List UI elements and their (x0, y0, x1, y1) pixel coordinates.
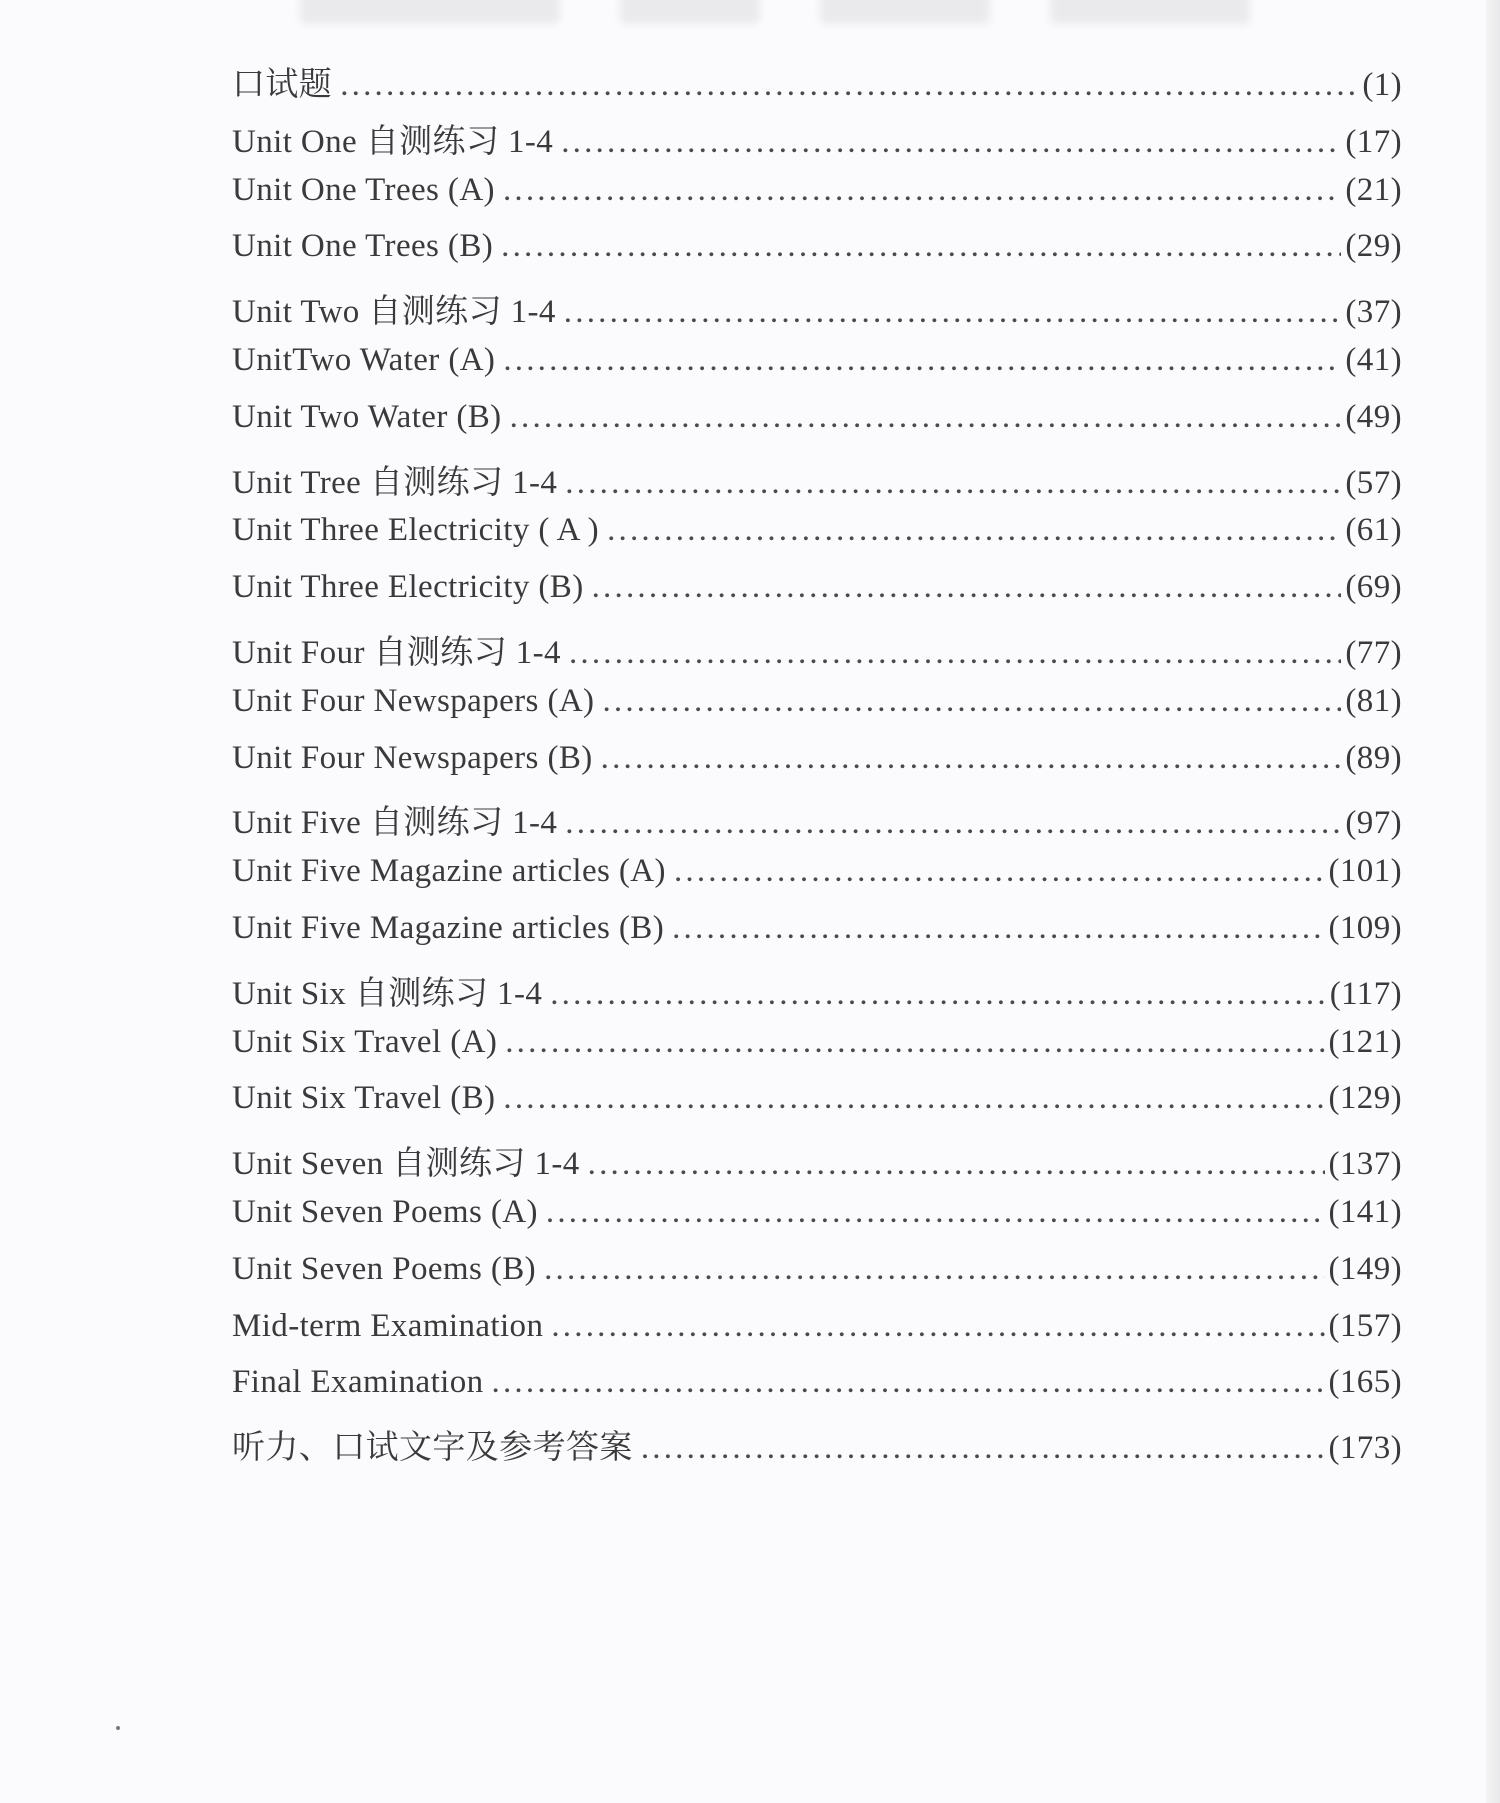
toc-entry-page: (141) (1328, 1193, 1402, 1230)
toc-entry[interactable] (232, 853, 1402, 910)
dot-leader (503, 1080, 1324, 1117)
toc-entry[interactable] (232, 342, 1402, 399)
toc-entry-title: Unit Three Electricity ( A ) (232, 512, 600, 549)
toc-entry[interactable] (232, 456, 1402, 513)
toc-entry-title: 口试题 (232, 67, 333, 103)
toc-entry-page: (1) (1362, 67, 1402, 103)
toc-entry[interactable] (232, 569, 1402, 626)
toc-entry-page: (109) (1328, 909, 1402, 946)
toc-entry-page: (77) (1345, 634, 1402, 671)
dot-leader (550, 976, 1326, 1013)
toc-entry-title: Unit Four 自测练习 1-4 (232, 634, 561, 671)
toc-entry-title: Unit Two 自测练习 1-4 (232, 294, 556, 331)
page-edge (1486, 0, 1500, 1803)
dot-leader (607, 512, 1341, 549)
toc-entry-page: (41) (1345, 341, 1402, 378)
toc-entry-page: (29) (1345, 228, 1402, 265)
toc-entry-page: (37) (1345, 294, 1402, 331)
dot-leader (564, 294, 1342, 331)
toc-entry[interactable] (232, 1194, 1402, 1251)
dot-leader (674, 853, 1325, 890)
dot-leader (501, 228, 1341, 265)
toc-entry[interactable] (232, 1364, 1402, 1421)
dot-leader (561, 124, 1341, 161)
dot-leader (510, 399, 1342, 436)
toc-entry-page: (101) (1328, 853, 1402, 890)
dot-leader (544, 1251, 1324, 1288)
toc-entry-page: (61) (1345, 512, 1402, 549)
toc-entry-page: (149) (1328, 1250, 1402, 1287)
toc-entry[interactable] (232, 1251, 1402, 1308)
toc-entry-title: Unit One Trees (A) (232, 171, 495, 208)
toc-entry-page: (165) (1328, 1364, 1402, 1401)
toc-entry[interactable] (232, 740, 1402, 797)
toc-entry[interactable] (232, 1308, 1402, 1365)
cropped-heading (300, 0, 1290, 34)
toc-entry[interactable] (232, 910, 1402, 967)
toc-entry[interactable] (232, 1421, 1402, 1478)
toc-entry-page: (173) (1328, 1430, 1402, 1467)
toc-entry-page: (97) (1345, 805, 1402, 842)
toc-entry-page: (81) (1345, 682, 1402, 719)
dot-leader (505, 1024, 1324, 1061)
toc-entry-title: Unit Six Travel (A) (232, 1023, 498, 1060)
toc-entry-page: (137) (1328, 1146, 1402, 1183)
toc-entry-title: Unit Seven 自测练习 1-4 (232, 1146, 580, 1183)
toc-entry-title: UnitTwo Water (A) (232, 341, 496, 378)
toc-entry-title: Unit Five 自测练习 1-4 (232, 805, 558, 842)
dot-leader (565, 465, 1341, 502)
toc-entry[interactable] (232, 58, 1402, 115)
dot-leader (588, 1146, 1325, 1183)
toc-entry[interactable] (232, 683, 1402, 740)
toc-entry[interactable] (232, 115, 1402, 172)
toc-entry[interactable] (232, 626, 1402, 683)
toc-entry[interactable] (232, 1080, 1402, 1137)
toc-entry-title: Unit Four Newspapers (B) (232, 739, 593, 776)
toc-entry-title: Unit One 自测练习 1-4 (232, 123, 554, 160)
toc-entry-title: Unit Seven Poems (B) (232, 1250, 537, 1287)
dot-leader (592, 569, 1342, 606)
toc-entry-title: 听力、口试文字及参考答案 (232, 1430, 633, 1467)
toc-entry-title: Unit Two Water (B) (232, 398, 502, 435)
toc-entry-title: Unit Six Travel (B) (232, 1080, 496, 1117)
toc-entry[interactable] (232, 796, 1402, 853)
table-of-contents (232, 58, 1402, 1478)
dot-leader (569, 635, 1341, 672)
dot-leader (602, 683, 1341, 720)
dot-leader (601, 740, 1342, 777)
toc-entry-title: Mid-term Examination (232, 1307, 544, 1344)
dot-leader (565, 805, 1341, 842)
toc-entry[interactable] (232, 172, 1402, 229)
dot-leader (340, 67, 1358, 104)
toc-entry-title: Unit One Trees (B) (232, 228, 494, 265)
toc-entry[interactable] (232, 1024, 1402, 1081)
toc-entry-page: (89) (1345, 739, 1402, 776)
toc-entry-page: (157) (1328, 1307, 1402, 1344)
toc-entry-title: Unit Four Newspapers (A) (232, 682, 595, 719)
toc-entry-title: Unit Three Electricity (B) (232, 569, 584, 606)
toc-entry-page: (49) (1345, 398, 1402, 435)
dot-leader (546, 1194, 1325, 1231)
toc-entry-page: (57) (1345, 464, 1402, 501)
toc-entry-page: (117) (1329, 975, 1402, 1012)
dot-leader (672, 910, 1324, 947)
dot-leader (492, 1364, 1325, 1401)
toc-entry-page: (129) (1328, 1080, 1402, 1117)
dot-leader (503, 172, 1341, 209)
toc-entry-title: Unit Five Magazine articles (B) (232, 909, 665, 946)
dot-leader (503, 342, 1341, 379)
toc-entry-title: Unit Five Magazine articles (A) (232, 853, 666, 890)
toc-entry-title: Unit Seven Poems (A) (232, 1193, 538, 1230)
toc-entry[interactable] (232, 399, 1402, 456)
toc-entry-title: Final Examination (232, 1364, 484, 1401)
dot-leader (641, 1430, 1325, 1467)
toc-entry-page: (21) (1345, 171, 1402, 208)
toc-entry[interactable] (232, 967, 1402, 1024)
toc-entry[interactable] (232, 285, 1402, 342)
toc-entry-title: Unit Tree 自测练习 1-4 (232, 464, 558, 501)
toc-entry-page: (17) (1345, 123, 1402, 160)
toc-entry-page: (69) (1345, 569, 1402, 606)
toc-entry-title: Unit Six 自测练习 1-4 (232, 975, 543, 1012)
toc-entry[interactable] (232, 1137, 1402, 1194)
scan-speck (116, 1726, 120, 1730)
toc-entry[interactable] (232, 512, 1402, 569)
dot-leader (551, 1308, 1324, 1345)
toc-entry[interactable] (232, 228, 1402, 285)
toc-entry-page: (121) (1328, 1023, 1402, 1060)
